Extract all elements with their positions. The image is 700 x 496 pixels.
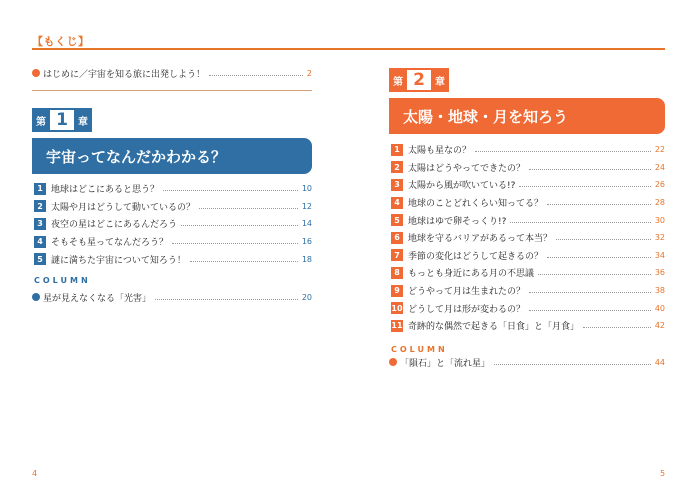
entry-title: 夜空の星はどこにあるんだろう bbox=[51, 220, 178, 231]
entry-title: 太陽も星なの？ bbox=[408, 146, 472, 157]
chapter2-title: 太陽・地球・月を知ろう bbox=[403, 107, 569, 126]
entry-number-badge: 4 bbox=[391, 197, 403, 209]
dotted-leader bbox=[209, 75, 303, 76]
toc-entry[interactable] bbox=[391, 141, 665, 159]
dotted-leader bbox=[190, 261, 298, 262]
entry-page: 12 bbox=[301, 201, 312, 211]
entry-page: 30 bbox=[654, 215, 665, 225]
bullet-dot-icon bbox=[389, 358, 397, 366]
column-entry-page: 44 bbox=[654, 357, 665, 367]
entry-title: 太陽はどうやってできたの？ bbox=[408, 163, 526, 174]
dotted-leader bbox=[556, 239, 651, 240]
entry-title: 奇跡的な偶然で起きる「日食」と「月食」 bbox=[408, 322, 580, 333]
toc-header-title: 【もくじ】 bbox=[32, 35, 90, 48]
column-entry-title: 星が見えなくなる「光害」 bbox=[43, 293, 152, 304]
dotted-leader bbox=[475, 151, 651, 152]
dotted-leader bbox=[529, 169, 651, 170]
entry-number-badge: 5 bbox=[391, 214, 403, 226]
entry-title: 地球を守るバリアがあるって本当？ bbox=[408, 234, 553, 245]
entry-page: 34 bbox=[654, 250, 665, 260]
toc-entry[interactable] bbox=[391, 176, 665, 194]
entry-number-badge: 4 bbox=[34, 236, 46, 248]
entry-title: 地球のことどれくらい知ってる？ bbox=[408, 199, 544, 210]
dotted-leader bbox=[538, 274, 651, 275]
dotted-leader bbox=[510, 222, 650, 223]
intro-rule bbox=[32, 90, 312, 91]
entry-page: 40 bbox=[654, 303, 665, 313]
chapter2-list bbox=[391, 141, 665, 335]
toc-entry[interactable] bbox=[391, 159, 665, 177]
entry-number-badge: 3 bbox=[34, 218, 46, 230]
chapter2-label bbox=[389, 68, 449, 92]
chapter1-column-heading: COLUMN bbox=[34, 276, 91, 285]
dotted-leader bbox=[583, 327, 651, 328]
entry-number-badge: 2 bbox=[34, 200, 46, 212]
chapter1-title: 宇宙ってなんだかわかる？ bbox=[46, 147, 227, 166]
entry-title: 地球はゆで卵そっくり!? bbox=[408, 216, 507, 227]
bullet-dot-icon bbox=[32, 293, 40, 301]
entry-number-badge: 7 bbox=[391, 249, 403, 261]
entry-title: どうして月は形が変わるの？ bbox=[408, 304, 526, 315]
chapter2-kanji-right: 章 bbox=[431, 68, 449, 92]
chapter2-number: 2 bbox=[407, 68, 431, 92]
entry-number-badge: 10 bbox=[391, 303, 403, 313]
toc-entry[interactable] bbox=[34, 215, 312, 233]
intro-page: 2 bbox=[306, 68, 312, 78]
chapter1-label bbox=[32, 108, 92, 132]
entry-page: 26 bbox=[654, 180, 665, 190]
page-number-left: 4 bbox=[32, 469, 38, 478]
header-rule bbox=[32, 48, 665, 50]
entry-title: 地球はどこにあると思う？ bbox=[51, 185, 160, 196]
bullet-dot-icon bbox=[32, 69, 40, 77]
dotted-leader bbox=[547, 257, 651, 258]
toc-entry[interactable] bbox=[391, 317, 665, 335]
dotted-leader bbox=[547, 204, 651, 205]
chapter1-kanji-left: 第 bbox=[32, 108, 50, 132]
dotted-leader bbox=[494, 364, 651, 365]
toc-entry[interactable] bbox=[391, 194, 665, 212]
dotted-leader bbox=[163, 190, 298, 191]
dotted-leader bbox=[181, 225, 298, 226]
column-entry-page: 20 bbox=[301, 292, 312, 302]
dotted-leader bbox=[172, 243, 298, 244]
chapter2-column-heading: COLUMN bbox=[391, 345, 448, 354]
entry-number-badge: 1 bbox=[34, 183, 46, 195]
entry-page: 42 bbox=[654, 321, 665, 331]
entry-page: 16 bbox=[301, 237, 312, 247]
entry-number-badge: 6 bbox=[391, 232, 403, 244]
toc-entry[interactable] bbox=[391, 299, 665, 317]
entry-title: 太陽や月はどうして動いているの？ bbox=[51, 202, 196, 213]
entry-title: 季節の変化はどうして起きるの？ bbox=[408, 251, 544, 262]
chapter1-column-entry[interactable] bbox=[32, 290, 312, 304]
chapter1-kanji-right: 章 bbox=[74, 108, 92, 132]
toc-entry[interactable] bbox=[391, 247, 665, 265]
entry-page: 28 bbox=[654, 198, 665, 208]
toc-entry[interactable] bbox=[391, 282, 665, 300]
entry-number-badge: 3 bbox=[391, 179, 403, 191]
chapter1-title-bar[interactable] bbox=[32, 138, 312, 174]
chapter2-column-entry[interactable] bbox=[389, 355, 665, 369]
dotted-leader bbox=[529, 292, 651, 293]
entry-title: そもそも星ってなんだろう？ bbox=[51, 238, 169, 249]
dotted-leader bbox=[529, 310, 651, 311]
chapter1-number: 1 bbox=[50, 108, 74, 132]
page-number-right: 5 bbox=[660, 469, 666, 478]
entry-page: 38 bbox=[654, 286, 665, 296]
toc-entry[interactable] bbox=[34, 233, 312, 251]
entry-title: もっとも身近にある月の不思議 bbox=[408, 269, 535, 280]
toc-entry[interactable] bbox=[34, 180, 312, 198]
entry-page: 22 bbox=[654, 145, 665, 155]
toc-entry[interactable] bbox=[391, 264, 665, 282]
entry-number-badge: 1 bbox=[391, 144, 403, 156]
chapter2-kanji-left: 第 bbox=[389, 68, 407, 92]
intro-entry[interactable] bbox=[32, 66, 312, 80]
entry-number-badge: 9 bbox=[391, 285, 403, 297]
entry-page: 10 bbox=[301, 184, 312, 194]
column-entry-title: 「隕石」と「流れ星」 bbox=[400, 358, 491, 369]
toc-entry[interactable] bbox=[391, 229, 665, 247]
entry-title: 謎に満ちた宇宙について知ろう！ bbox=[51, 255, 186, 266]
entry-number-badge: 8 bbox=[391, 267, 403, 279]
entry-page: 18 bbox=[301, 254, 312, 264]
entry-number-badge: 5 bbox=[34, 253, 46, 265]
entry-page: 32 bbox=[654, 233, 665, 243]
entry-page: 36 bbox=[654, 268, 665, 278]
dotted-leader bbox=[199, 208, 298, 209]
dotted-leader bbox=[519, 186, 650, 187]
toc-entry[interactable] bbox=[34, 250, 312, 268]
dotted-leader bbox=[155, 299, 298, 300]
entry-page: 24 bbox=[654, 162, 665, 172]
chapter2-title-bar[interactable] bbox=[389, 98, 665, 134]
entry-title: 太陽から風が吹いている!? bbox=[408, 181, 516, 192]
toc-entry[interactable] bbox=[391, 211, 665, 229]
chapter1-list bbox=[34, 180, 312, 268]
entry-page: 14 bbox=[301, 219, 312, 229]
intro-text: はじめに／宇宙を知る旅に出発しよう！ bbox=[43, 69, 206, 80]
entry-number-badge: 11 bbox=[391, 321, 403, 331]
entry-title: どうやって月は生まれたの？ bbox=[408, 287, 526, 298]
toc-entry[interactable] bbox=[34, 198, 312, 216]
entry-number-badge: 2 bbox=[391, 161, 403, 173]
